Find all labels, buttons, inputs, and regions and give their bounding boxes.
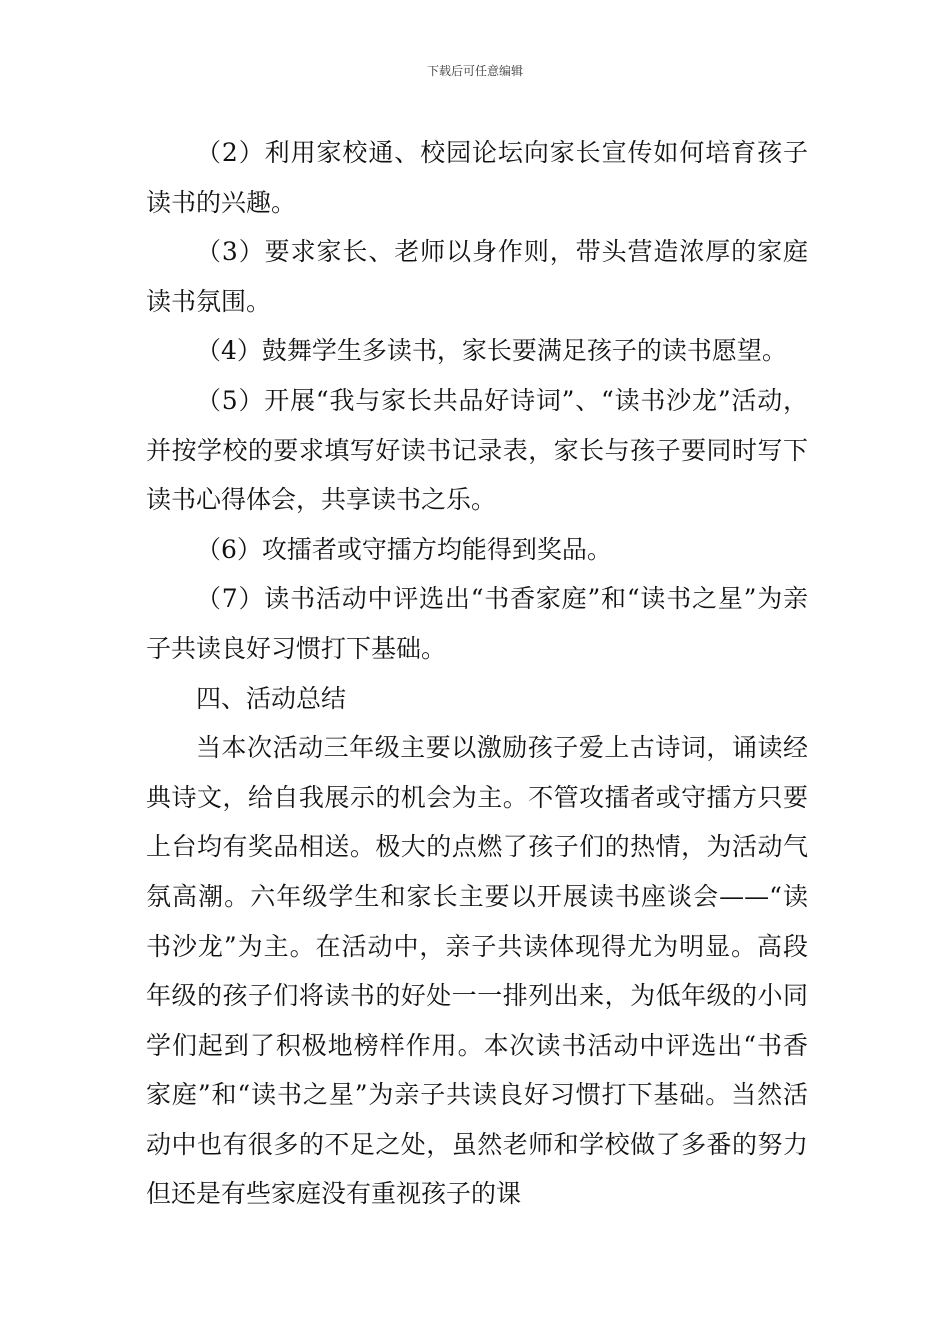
section-heading-summary: 四、活动总结 <box>196 683 347 713</box>
paragraph-item-4: （4）鼓舞学生多读书，家长要满足孩子的读书愿望。 <box>196 336 787 366</box>
paragraph-item-6: （6）攻擂者或守擂方均能得到奖品。 <box>196 534 612 564</box>
paragraph-item-3: （3）要求家长、老师以身作则，带头营造浓厚的家庭读书氛围。 <box>146 237 808 316</box>
summary-paragraph: 当本次活动三年级主要以激励孩子爱上古诗词，诵读经典诗文，给自我展示的机会为主。不管攻擂者或守擂方只要上台均有奖品相送。极大的点燃了孩子们的热情，为活动气氛高潮。六年级学生和家长主要以开展读书座谈会——“读书沙龙”为主。在活动中，亲子共读体现得尤为明显。高段年级的孩子们将读书的好处一一排列出来，为低年级的小同学们起到了积极地榜样作用。本次读书活动中评选出“书香家庭”和“读书之星”为亲子共读良好习惯打下基础。当然活动中也有很多的不足之处，虽然老师和学校做了多番的努力但还是有些家庭没有重视孩子的课 <box>146 733 808 1209</box>
paragraph-item-7: （7）读书活动中评选出“书香家庭”和“读书之星”为亲子共读良好习惯打下基础。 <box>146 584 808 663</box>
page-header: 下载后可任意编辑 <box>426 64 523 78</box>
paragraph-item-2: （2）利用家校通、校园论坛向家长宣传如何培育孩子读书的兴趣。 <box>146 138 808 217</box>
document-body <box>146 128 808 1219</box>
paragraph-item-5: （5）开展“我与家长共品好诗词”、“读书沙龙”活动，并按学校的要求填写好读书记录表，家长与孩子要同时写下读书心得体会，共享读书之乐。 <box>146 385 808 515</box>
